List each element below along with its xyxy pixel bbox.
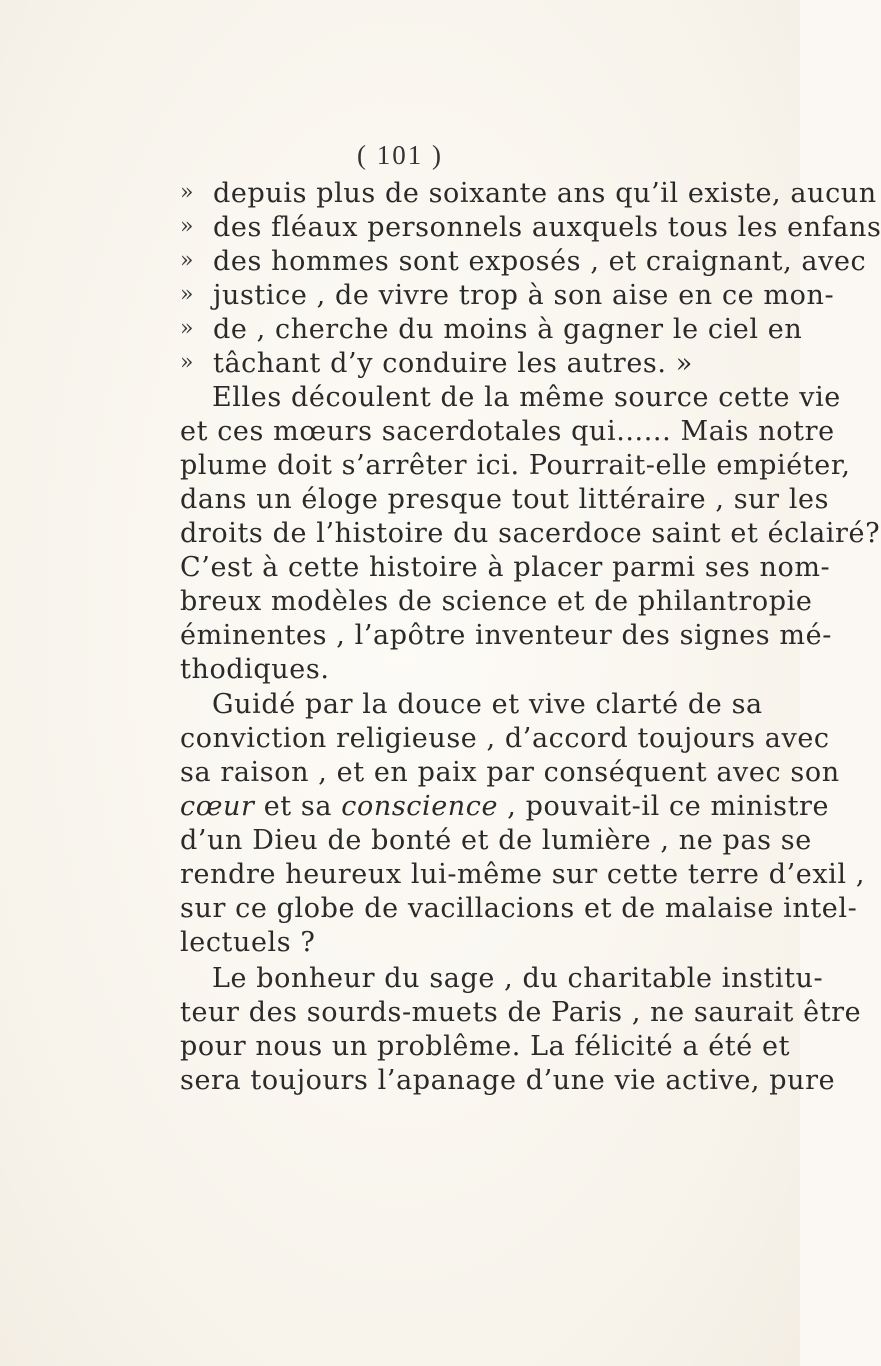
text-line: Le bonheur du sage , du charitable institu- xyxy=(212,963,824,994)
text-line: teur des sourds-muets de Paris , ne saurait être xyxy=(180,997,862,1028)
text-line: éminentes , l’apôtre inventeur des signes mé- xyxy=(180,620,832,651)
text-line: lectuels ? xyxy=(180,927,316,958)
text-line: thodiques. xyxy=(180,654,330,685)
text-line: rendre heureux lui-même sur cette terre d’exil , xyxy=(180,859,865,890)
guillemet-mark: » xyxy=(180,248,194,273)
text-line: tâchant d’y conduire les autres. » xyxy=(213,348,693,379)
text-line: conviction religieuse , d’accord toujours avec xyxy=(180,723,830,754)
page-number: ( 101 ) xyxy=(357,140,443,170)
text-line: de , cherche du moins à gagner le ciel en xyxy=(213,314,803,345)
italic-word: cœur xyxy=(180,791,255,822)
italic-word: conscience xyxy=(341,791,499,822)
text-line: dans un éloge presque tout littéraire , sur les xyxy=(180,484,830,515)
text-line: pour nous un problême. La félicité a été et xyxy=(180,1031,791,1062)
text-line: des fléaux personnels auxquels tous les enfans xyxy=(213,212,881,243)
text-line: justice , de vivre trop à son aise en ce mon- xyxy=(213,280,835,311)
text-line: Elles découlent de la même source cette vie xyxy=(212,382,841,413)
text-fragment: et sa xyxy=(254,791,342,822)
guillemet-mark: » xyxy=(180,350,194,375)
guillemet-mark: » xyxy=(180,316,194,341)
text-line: sera toujours l’apanage d’une vie active, pure xyxy=(180,1065,836,1096)
text-line: C’est à cette histoire à placer parmi ses nom- xyxy=(180,552,831,583)
guillemet-mark: » xyxy=(180,180,194,205)
text-line: sur ce globe de vacillacions et de malaise intel- xyxy=(180,893,858,924)
text-line: d’un Dieu de bonté et de lumière , ne pas se xyxy=(180,825,812,856)
text-line: breux modèles de science et de philantropie xyxy=(180,586,813,617)
text-fragment: , pouvait-il ce ministre xyxy=(498,791,830,822)
text-line: droits de l’histoire du sacerdoce saint et éclairé? xyxy=(180,518,881,549)
text-line: Guidé par la douce et vive clarté de sa xyxy=(212,689,763,720)
guillemet-mark: » xyxy=(180,214,194,239)
text-line: sa raison , et en paix par conséquent avec son xyxy=(180,757,840,788)
guillemet-mark: » xyxy=(180,282,194,307)
text-line: plume doit s’arrêter ici. Pourrait-elle empiéter, xyxy=(180,450,851,481)
text-line-italic-mixed xyxy=(180,790,830,824)
text-line: des hommes sont exposés , et craignant, avec xyxy=(213,246,867,277)
text-line: et ces mœurs sacerdotales qui...... Mais notre xyxy=(180,416,835,447)
text-line: depuis plus de soixante ans qu’il existe, aucun xyxy=(213,178,877,209)
